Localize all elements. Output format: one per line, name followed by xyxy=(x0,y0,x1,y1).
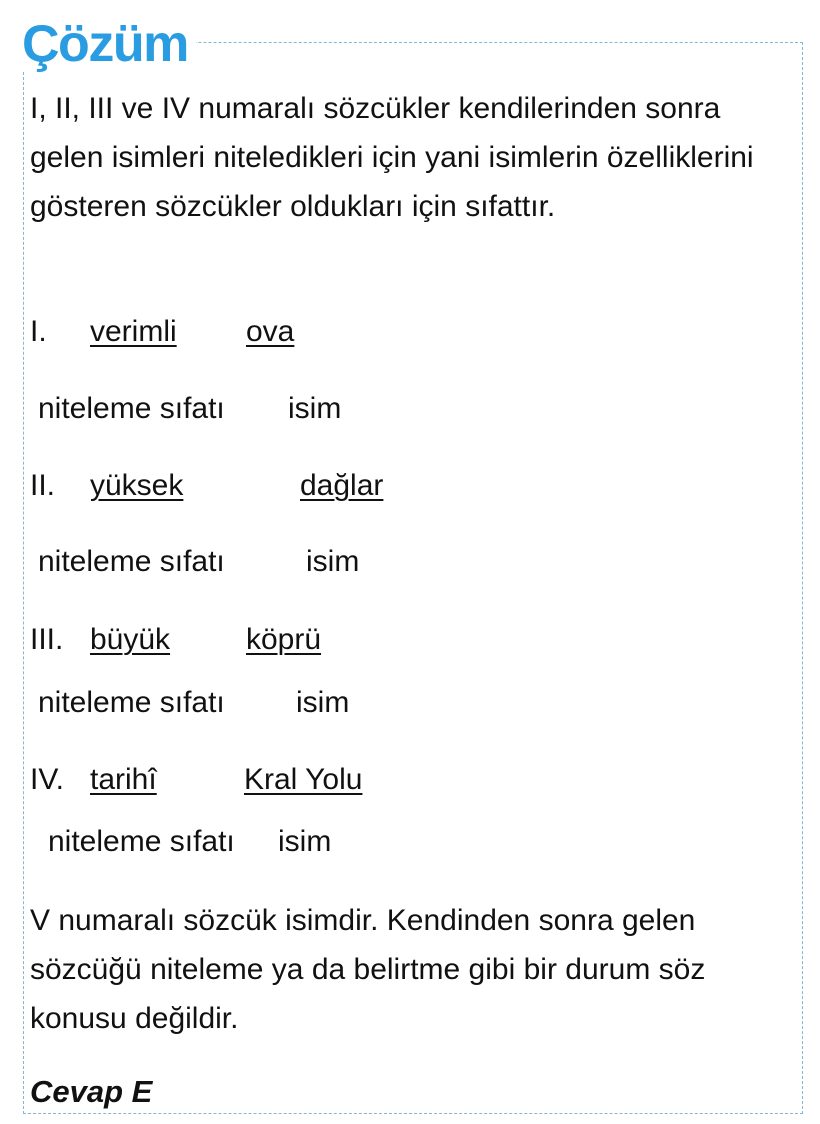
item-1-noun: ova xyxy=(246,315,295,348)
item-3-numeral: III. xyxy=(30,623,64,656)
conclusion-paragraph: V numaralı sözcük isimdir. Kendinden sonra gelen sözcüğü niteleme ya da belirtme gibi bir durum söz konusu değildir. xyxy=(30,904,706,1035)
item-2-numeral: II. xyxy=(30,469,56,502)
item-4-adjective: tarihî xyxy=(90,763,157,796)
intro-paragraph: I, II, III ve IV numaralı sözcükler kendilerinden sonra gelen isimleri niteledikleri için yani isimlerin özelliklerini gösteren sözcükler oldukları için sıfattır. xyxy=(30,92,754,223)
item-4-adjective-role: niteleme sıfatı xyxy=(48,825,235,858)
item-1-noun-role: isim xyxy=(288,392,342,425)
item-3-adjective: büyük xyxy=(90,623,171,656)
item-1-adjective: verimli xyxy=(90,315,177,348)
item-4-noun: Kral Yolu xyxy=(244,763,363,796)
item-3-adjective-role: niteleme sıfatı xyxy=(38,686,225,719)
item-2-adjective-role: niteleme sıfatı xyxy=(38,545,225,578)
item-3-noun: köprü xyxy=(246,623,322,656)
item-3-noun-role: isim xyxy=(296,686,350,719)
item-4-numeral: IV. xyxy=(30,763,64,796)
item-1-numeral: I. xyxy=(30,315,47,348)
item-2-noun-role: isim xyxy=(306,545,360,578)
item-2-noun: dağlar xyxy=(300,469,384,502)
solution-heading: Çözüm xyxy=(20,16,196,72)
item-4-noun-role: isim xyxy=(278,825,332,858)
item-1-adjective-role: niteleme sıfatı xyxy=(38,392,225,425)
item-2-adjective: yüksek xyxy=(90,469,184,502)
answer-label: Cevap E xyxy=(30,1074,153,1109)
